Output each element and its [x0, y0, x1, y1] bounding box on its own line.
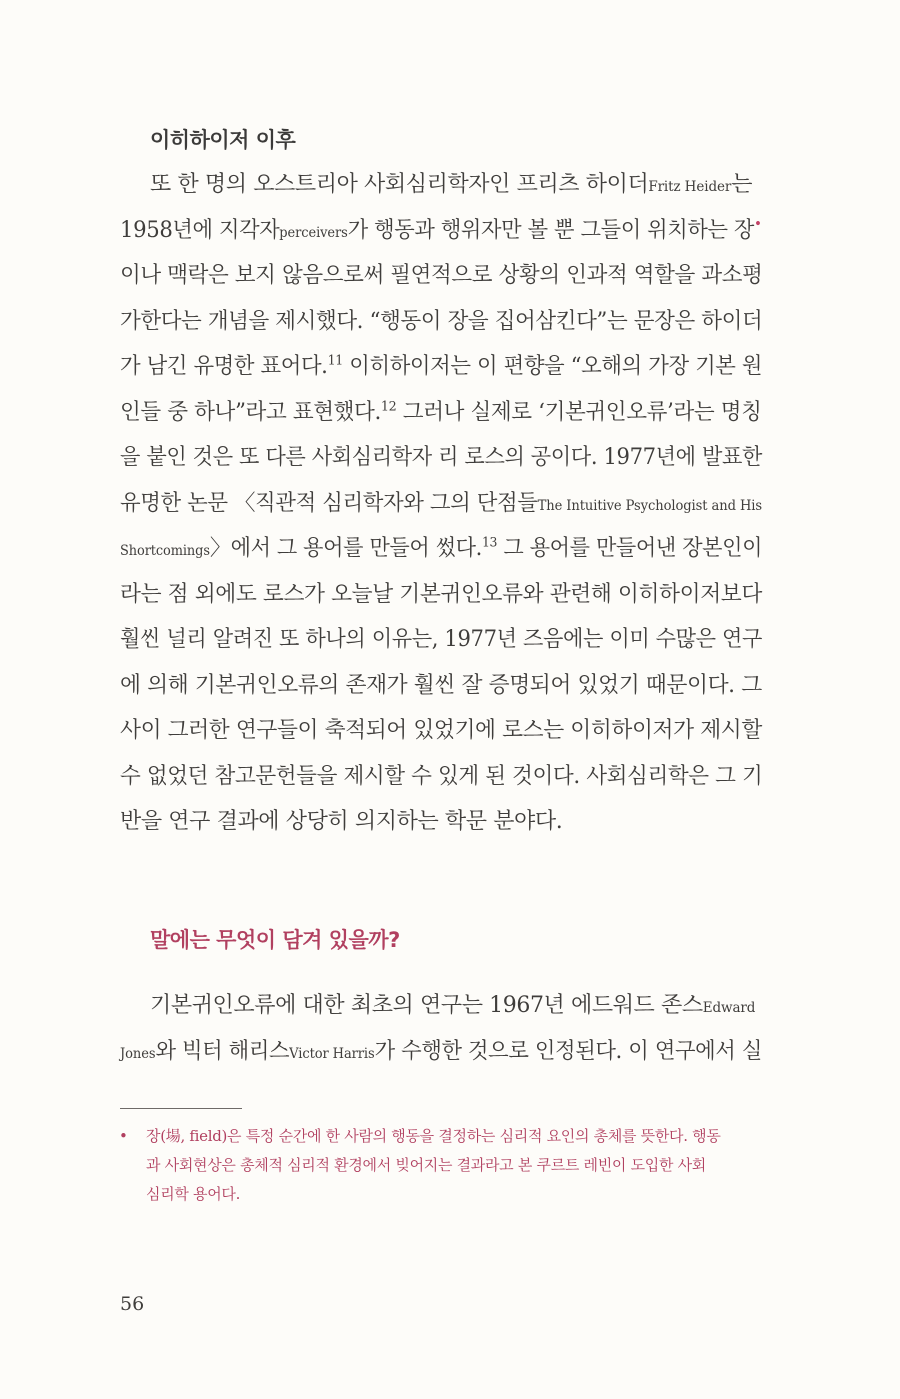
- text-run: 가 수행한 것으로 인정된다. 이 연구에서 실: [374, 1039, 763, 1064]
- text-line: [120, 534, 762, 566]
- text-run: 기본귀인오류에 대한 최초의 연구는 1967년 에드워드 존스: [150, 993, 703, 1018]
- english-term: Shortcomings: [120, 543, 210, 559]
- text-run: 〉에서 그 용어를 만들어 썼다.: [209, 536, 482, 561]
- text-line: [150, 170, 752, 202]
- text-line: 훨씬 널리 알려진 또 하나의 이유는, 1977년 즈음에는 이미 수많은 연구: [120, 627, 763, 652]
- english-term: The Intuitive Psychologist and His: [537, 498, 763, 514]
- text-run: 그 용어를 만들어낸 장본인이: [497, 536, 763, 561]
- text-line: 반을 연구 결과에 상당히 의지하는 학문 분야다.: [120, 809, 563, 834]
- text-run: 유명한 논문 〈직관적 심리학자와 그의 단점들: [120, 491, 538, 516]
- footnote-bullet: •: [119, 1127, 128, 1145]
- text-run: 이히하이저는 이 편향을 “오해의 가장 기본 원: [342, 354, 763, 379]
- english-term: Edward: [702, 1000, 756, 1016]
- section-heading: 이히하이저 이후: [150, 128, 296, 152]
- text-line: [120, 1037, 762, 1069]
- section-heading-accent: 말에는 무엇이 담겨 있을까?: [150, 928, 400, 952]
- text-line: [150, 991, 755, 1023]
- text-line: [120, 398, 762, 428]
- english-term: Jones: [120, 1046, 156, 1062]
- text-run: 또 한 명의 오스트리아 사회심리학자인 프리츠 하이더: [150, 172, 649, 197]
- text-line: [120, 489, 762, 521]
- page-number: 56: [120, 1293, 145, 1315]
- footnote-line: 심리학 용어다.: [146, 1185, 241, 1203]
- text-line: 라는 점 외에도 로스가 오늘날 기본귀인오류와 관련해 이히하이저보다: [120, 582, 762, 607]
- text-run: 와 빅터 해리스: [155, 1039, 290, 1064]
- text-run: 1958년에 지각자: [120, 218, 280, 243]
- endnote-ref[interactable]: 13: [481, 535, 498, 551]
- english-term: Victor Harris: [289, 1046, 375, 1062]
- text-run: 가 남긴 유명한 표어다.: [120, 354, 328, 379]
- text-line: [120, 216, 762, 248]
- text-line: 수 없었던 참고문헌들을 제시할 수 있게 된 것이다. 사회심리학은 그 기: [120, 764, 763, 789]
- text-line: [120, 352, 762, 382]
- text-line: 에 의해 기본귀인오류의 존재가 훨씬 잘 증명되어 있었기 때문이다. 그: [120, 673, 762, 698]
- text-run: 인들 중 하나”라고 표현했다.: [120, 400, 381, 425]
- text-line: 을 붙인 것은 또 다른 사회심리학자 리 로스의 공이다. 1977년에 발표한: [120, 445, 763, 470]
- footnote-line: 과 사회현상은 총체적 심리적 환경에서 빚어지는 결과라고 본 쿠르트 레빈이 도입한 사회: [146, 1156, 706, 1174]
- text-run: 그러나 실제로 ‘기본귀인오류’라는 명칭: [396, 400, 762, 425]
- footnote-marker[interactable]: •: [754, 216, 762, 233]
- english-term: perceivers: [279, 225, 348, 241]
- text-run: 가 행동과 행위자만 볼 뿐 그들이 위치하는 장: [347, 218, 755, 243]
- text-line: 가한다는 개념을 제시했다. “행동이 장을 집어삼킨다”는 문장은 하이더: [120, 309, 763, 334]
- footnote-line: 장(場, field)은 특정 순간에 한 사람의 행동을 결정하는 심리적 요인의 총체를 뜻한다. 행동: [146, 1127, 721, 1145]
- endnote-ref[interactable]: 12: [380, 399, 397, 415]
- footnote-divider: [120, 1108, 242, 1109]
- text-run: 는: [731, 172, 753, 197]
- text-line: 이나 맥락은 보지 않음으로써 필연적으로 상황의 인과적 역할을 과소평: [120, 263, 763, 288]
- text-line: 사이 그러한 연구들이 축적되어 있었기에 로스는 이히하이저가 제시할: [120, 718, 762, 743]
- endnote-ref[interactable]: 11: [327, 353, 343, 369]
- english-term: Fritz Heider: [648, 179, 732, 195]
